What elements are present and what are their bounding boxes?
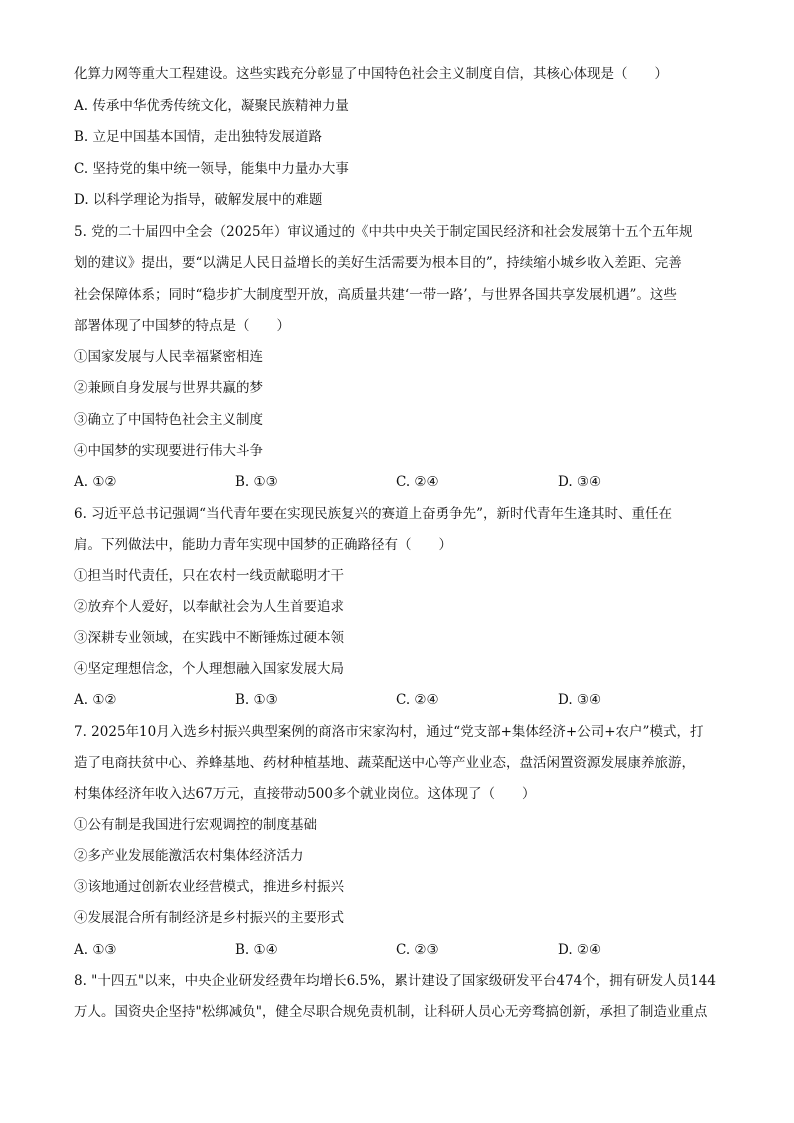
q7-choice-d: D. ②④ xyxy=(558,942,602,958)
q5-stem-line-3: 社会保障体系；同时“稳步扩大制度型开放，高质量共建‘一带一路’，与世界各国共享发展机遇”。这些 xyxy=(74,287,677,303)
q7-stem-line-2: 造了电商扶贫中心、养蜂基地、药材种植基地、蔬菜配送中心等产业业态，盘活闲置资源发展康养旅游， xyxy=(74,755,695,771)
q7-choice-a: A. ①③ xyxy=(74,942,117,958)
q5-choice-b: B. ①③ xyxy=(235,474,278,490)
q8-stem-line-2: 万人。国资央企坚持"松绑减负"，健全尽职合规免责机制，让科研人员心无旁骛搞创新，承担了制造业重点 xyxy=(74,1004,708,1020)
q7-choice-c: C. ②③ xyxy=(396,942,439,958)
q5-statement-1: ①国家发展与人民幸福紧密相连 xyxy=(74,349,263,365)
q7-choice-b: B. ①④ xyxy=(235,942,278,958)
q7-statement-2: ②多产业发展能激活农村集体经济活力 xyxy=(74,848,304,864)
q6-choice-a: A. ①② xyxy=(74,692,117,708)
q5-stem-line-4: 部署体现了中国梦的特点是（ ） xyxy=(74,318,290,334)
q6-statement-3: ③深耕专业领域，在实践中不断锤炼过硬本领 xyxy=(74,630,344,646)
q6-statement-1: ①担当时代责任，只在农村一线贡献聪明才干 xyxy=(74,568,344,584)
q6-statement-2: ②放弃个人爱好，以奉献社会为人生首要追求 xyxy=(74,599,344,615)
q4-option-d: D. 以科学理论为指导，破解发展中的难题 xyxy=(74,192,323,208)
q5-choice-a: A. ①② xyxy=(74,474,117,490)
q7-choices xyxy=(74,940,734,960)
q7-statement-3: ③该地通过创新农业经营模式，推进乡村振兴 xyxy=(74,879,344,895)
q7-statement-4: ④发展混合所有制经济是乡村振兴的主要形式 xyxy=(74,910,344,926)
q5-choice-c: C. ②④ xyxy=(396,474,439,490)
q6-choice-c: C. ②④ xyxy=(396,692,439,708)
q4-option-a: A. 传承中华优秀传统文化，凝聚民族精神力量 xyxy=(74,98,349,114)
q6-choice-b: B. ①③ xyxy=(235,692,278,708)
q6-stem-line-1: 6. 习近平总书记强调“当代青年要在实现民族复兴的赛道上奋勇争先”，新时代青年生逢其时、重任在 xyxy=(74,506,672,522)
q7-statement-1: ①公有制是我国进行宏观调控的制度基础 xyxy=(74,817,317,833)
q4-option-c: C. 坚持党的集中统一领导，能集中力量办大事 xyxy=(74,161,349,177)
q5-stem-line-2: 划的建议》提出，要“以满足人民日益增长的美好生活需要为根本目的”，持续缩小城乡收入差距、完善 xyxy=(74,255,682,271)
q8-stem-line-1: 8. "十四五"以来，中央企业研发经费年均增长6.5%，累计建设了国家级研发平台474个，拥有研发人员144 xyxy=(74,973,716,989)
q5-statement-3: ③确立了中国特色社会主义制度 xyxy=(74,412,263,428)
q6-choice-d: D. ③④ xyxy=(558,692,602,708)
q5-statement-2: ②兼顾自身发展与世界共赢的梦 xyxy=(74,380,263,396)
q4-stem-tail: 化算力网等重大工程建设。这些实践充分彰显了中国特色社会主义制度自信，其核心体现是（ ） xyxy=(74,66,668,82)
q6-statement-4: ④坚定理想信念，个人理想融入国家发展大局 xyxy=(74,661,344,677)
q6-stem-line-2: 肩。下列做法中，能助力青年实现中国梦的正确路径有（ ） xyxy=(74,537,452,553)
q7-stem-line-3: 村集体经济年收入达67万元，直接带动500多个就业岗位。这体现了（ ） xyxy=(74,786,536,802)
q4-option-b: B. 立足中国基本国情，走出独特发展道路 xyxy=(74,129,323,145)
q6-choices xyxy=(74,690,734,710)
q5-statement-4: ④中国梦的实现要进行伟大斗争 xyxy=(74,443,263,459)
q5-choice-d: D. ③④ xyxy=(558,474,602,490)
q5-choices xyxy=(74,472,734,492)
q5-stem-line-1: 5. 党的二十届四中全会（2025年）审议通过的《中共中央关于制定国民经济和社会发展第十五个五年规 xyxy=(74,224,693,240)
q7-stem-line-1: 7. 2025年10月入选乡村振兴典型案例的商洛市宋家沟村，通过“党支部+集体经济+公司+农户”模式，打 xyxy=(74,724,704,740)
